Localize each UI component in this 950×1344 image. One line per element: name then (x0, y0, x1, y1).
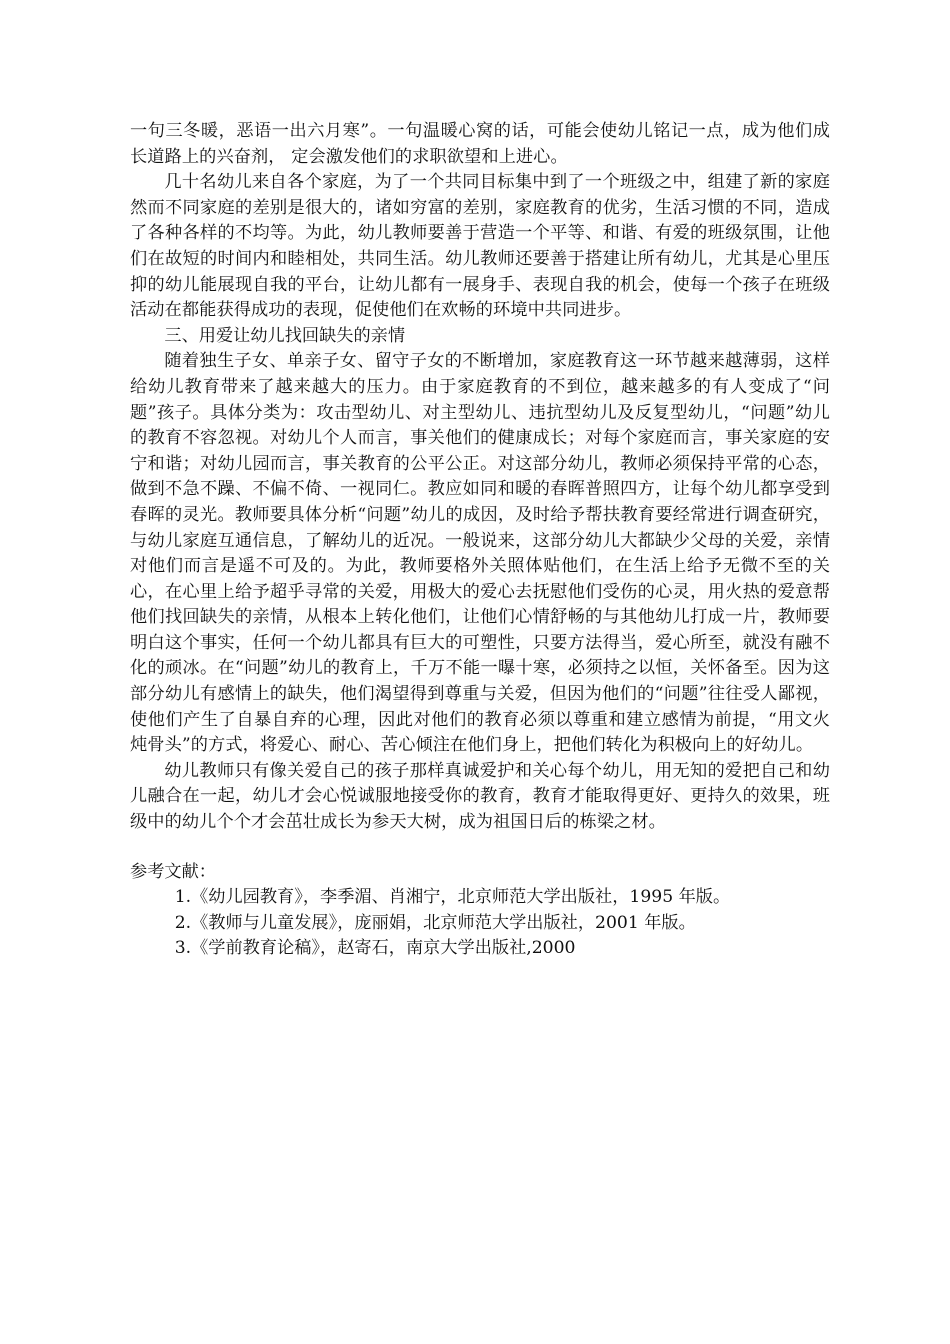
reference-item: 3.《学前教育论稿》，赵寄石，南京大学出版社,2000 (174, 938, 576, 959)
section-heading-3: 三、用爱让幼儿找回缺失的亲情 (164, 325, 406, 346)
references-title: 参考文献： (130, 861, 216, 882)
reference-item: 2.《教师与儿童发展》，庞丽娟，北京师范大学出版社，2001 年版。 (174, 912, 696, 933)
references-section (130, 860, 830, 962)
references-list (130, 885, 830, 962)
paragraph-continuation: 一句三冬暖，恶语一出六月寒”。一句温暖心窝的话，可能会使幼儿铭记一点，成为他们成长道路上的兴奋剂， 定会激发他们的求职欲望和上进心。 (130, 121, 830, 167)
paragraph-class-environment: 几十名幼儿来自各个家庭，为了一个共同目标集中到了一个班级之中，组建了新的家庭然而不同家庭的差别是很大的，诸如穷富的差别，家庭教育的优劣，生活习惯的不同，造成了各种各样的不均等。为此，幼儿教师要善于营造一个平等、和谐、有爱的班级氛围，让他们在故短的时间内和睦相处，共同生活。幼儿教师还要善于搭建让所有幼儿，尤其是心里压抑的幼儿能展现自我的平台，让幼儿都有一展身手、表现自我的机会，使每一个孩子在班级活动在都能获得成功的表现，促使他们在欢畅的环境中共同进步。 (130, 172, 830, 321)
paragraph-problem-children: 随着独生子女、单亲子女、留守子女的不断增加，家庭教育这一环节越来越薄弱，这样给幼儿教育带来了越来越大的压力。由于家庭教育的不到位，越来越多的有人变成了“问题”孩子。具体分类为：攻击型幼儿、对主型幼儿、违抗型幼儿及反复型幼儿，“问题”幼儿的教育不容忽视。对幼儿个人而言，事关他们的健康成长；对每个家庭而言，事关家庭的安宁和谐；对幼儿园而言，事关教育的公平公正。对这部分幼儿，教师必须保持平常的心态，做到不急不躁、不偏不倚、一视同仁。教应如同和暖的春晖普照四方，让每个幼儿都享受到春晖的灵光。教师要具体分析“问题”幼儿的成因，及时给予帮扶教育要经常进行调查研究，与幼儿家庭互通信息，了解幼儿的近况。一般说来，这部分幼儿大都缺少父母的关爱，亲情对他们而言是遥不可及的。为此，教师要格外关照体贴他们，在生活上给予无微不至的关心，在心里上给予超乎寻常的关爱，用极大的爱心去抚慰他们受伤的心灵，用火热的爱意帮他们找回缺失的亲情，从根本上转化他们，让他们心情舒畅的与其他幼儿打成一片，教师要明白这个事实，任何一个幼儿都具有巨大的可塑性，只要方法得当，爱心所至，就没有融不化的顽冰。在“问题”幼儿的教育上，千万不能一曝十寒，必须持之以恒，关怀备至。因为这部分幼儿有感情上的缺失，他们渴望得到尊重与关爱，但因为他们的“问题”往往受人鄙视，使他们产生了自暴自弃的心理，因此对他们的教育必须以尊重和建立感情为前提，“用文火炖骨头”的方式，将爱心、耐心、苦心倾注在他们身上，把他们转化为积极向上的好幼儿。 (130, 351, 830, 756)
paragraph-conclusion: 幼儿教师只有像关爱自己的孩子那样真诚爱护和关心每个幼儿，用无知的爱把自己和幼儿融合在一起，幼儿才会心悦诚服地接受你的教育，教育才能取得更好、更持久的效果，班级中的幼儿个个才会茁壮成长为参天大树，成为祖国日后的栋梁之材。 (130, 760, 830, 833)
document-page (130, 119, 830, 962)
reference-item: 1.《幼儿园教育》，李季湄、肖湘宁，北京师范大学出版社，1995 年版。 (174, 887, 731, 908)
